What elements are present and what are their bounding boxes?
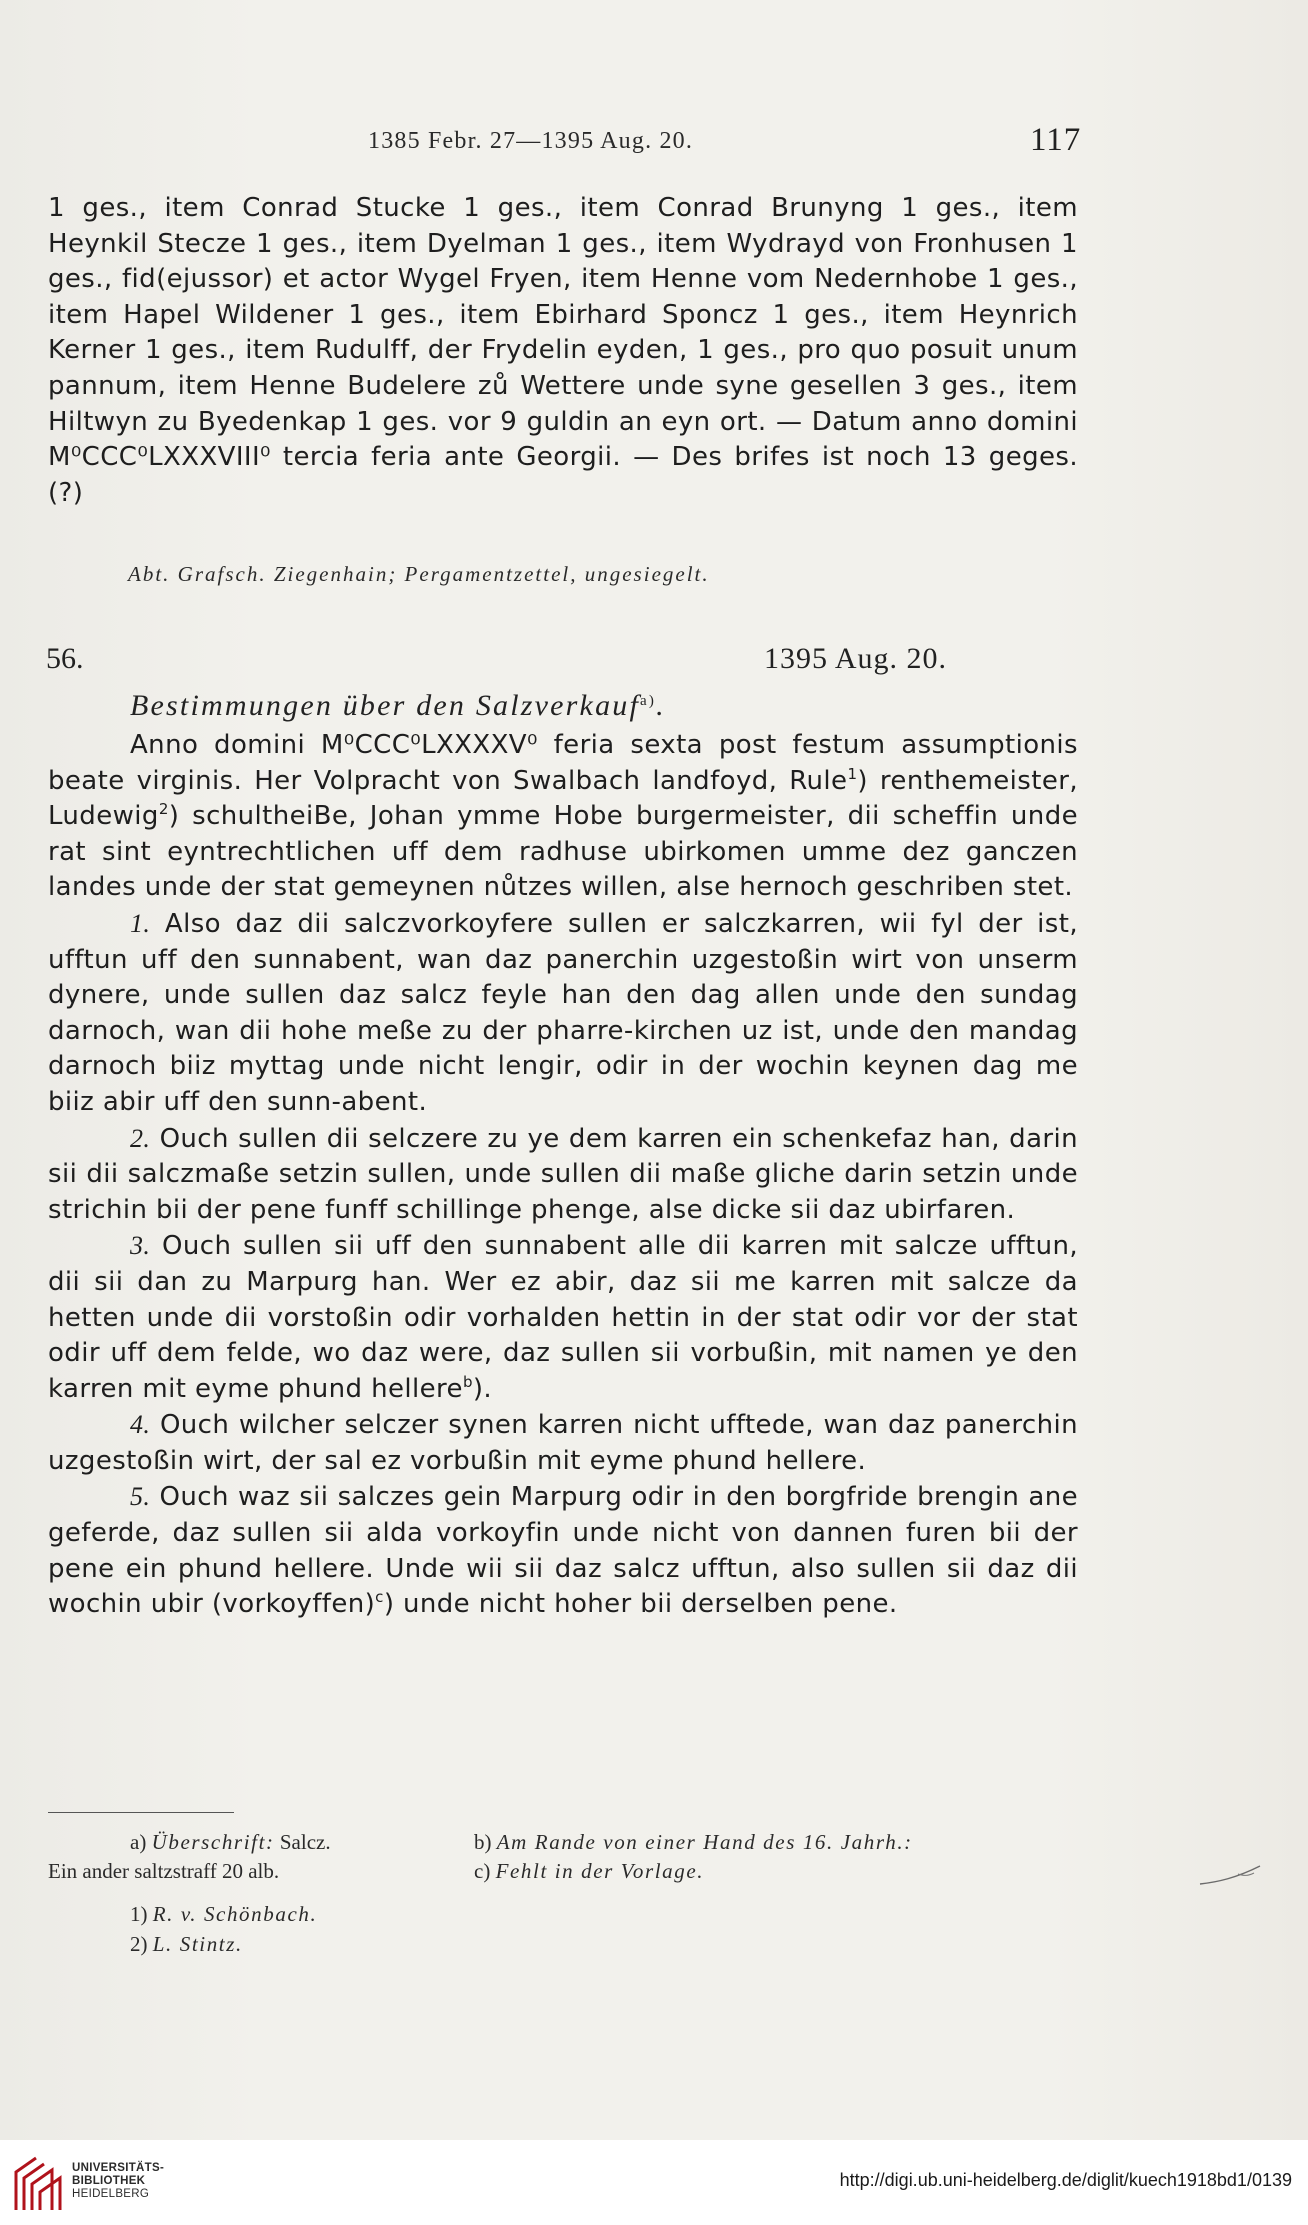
footnote-a [130,1830,331,1855]
document-body [48,728,1078,1623]
footnote-text: R. v. Schönbach. [152,1902,318,1926]
document-title: Bestimmungen über den Salzverkauf$^{a)}$. [130,689,666,722]
footnote-b-continuation: Ein ander saltzstraff 20 alb. [48,1859,280,1883]
document-date: 1395 Aug. 20. [764,642,948,675]
permalink-url[interactable]: http://digi.ub.uni-heidelberg.de/diglit/kuech1918bd1/0139 [839,2170,1292,2190]
article-number: 1. [130,908,151,938]
article-text-end: ). [472,1373,493,1404]
footnote-label: Am Rande von einer Hand des 16. Jahrh.: [496,1830,913,1854]
source-note: Abt. Grafsch. Ziegenhain; Pergamentzettel, ungesiegelt. [128,562,710,586]
article-text: Also daz dii salczvorkoyfere sullen er salczkarren, wii fyl der ist, ufftun uff den sunnabent, wan daz panerchin uzgestoßin wirt von unserm dynere, unde sullen daz salcz feyle han den dag allen unde den sundag darnoch, wan dii hohe meße zu der pharre-kirchen uz ist, unde den mandag darnoch biiz myttag unde nicht lengir, odir in der wochin keynen dag me biiz abir uff den sunn-abent. [48,908,1078,1117]
footnote-mark: 1) [130,1902,148,1926]
footnote-mark: 2) [130,1932,148,1956]
footnote-label: Fehlt in der Vorlage. [495,1859,705,1883]
page-number: 117 [1030,122,1082,158]
article-number: 4. [130,1410,151,1440]
footnote-text: Salcz. [279,1830,331,1854]
article-text: Ouch sullen sii uff den sunnabent alle dii karren mit salcze ufftun, dii sii dan zu Marpurg han. Wer ez abir, daz sii me karren mit salcze da hetten unde dii vorstoßin odir vorhalden hettin in der stat odir vor der stat odir uff dem felde, wo daz were, daz sullen sii vorbußin, mit namen ye den karren mit eyme phund hellere [48,1231,1078,1404]
footnote-mark: a) [130,1830,147,1854]
article-number: 5. [130,1482,151,1512]
article-paragraph-2 [48,1121,1078,1229]
footnote-text: L. Stintz. [152,1932,243,1956]
article-text: Ouch sullen dii selczere zu ye dem karren ein schenkefaz han, darin sii dii salczmaße setzin sullen, unde sullen dii maße gliche darin setzin unde strichin bii der pene funff schillinge phenge, alse dicke sii daz ubirfaren. [48,1123,1079,1225]
footnote-rule [48,1812,234,1813]
previous-document-text [48,191,1078,511]
article-text: Ouch wilcher selczer synen karren nicht ufftede, wan daz panerchin uzgestoßin wirt, der sal ez vorbußin mit eyme phund hellere. [48,1410,1078,1476]
article-text: Ouch waz sii salczes gein Marpurg odir in den borgfride brengin ane geferde, daz sullen sii alda vorkoyfin unde nicht von dannen furen bii der pene ein phund hellere. Unde wii sii daz salcz ufftun, also sullen sii daz dii wochin ubir (vorkoyffen) [48,1482,1078,1620]
library-name [72,2162,164,2201]
university-library-logo-icon [10,2154,66,2212]
library-name-line-1: UNIVERSITÄTS- [72,2162,165,2174]
footer-bar [0,2140,1308,2225]
previous-document-paragraph: 1 ges., item Conrad Stucke 1 ges., item Conrad Brunyng 1 ges., item Heynkil Stecze 1 ges., item Dyelman 1 ges., item Wydrayd von Fronhusen 1 ges., fid(ejussor) et actor Wygel Fryen, item Henne vom Nedernhobe 1 ges., item Hapel Wildener 1 ges., item Ebirhard Sponcz 1 ges., item Heynrich Kerner 1 ges., item Rudulff, der Frydelin eyden, 1 ges., pro quo posuit unum pannum, item Henne Budelere zů Wettere unde syne gesellen 3 ges., item Hiltwyn zu Byedenkap 1 ges. vor 9 guldin an eyn ort. — Datum anno domini M⁰CCC⁰LXXXVIII⁰ tercia feria ante Georgii. — Des brifes ist noch 13 geges. (?) [48,193,1078,508]
pencil-mark-icon [1198,1864,1262,1890]
article-number: 2. [130,1123,151,1153]
footnote-ref-b: b [462,1372,473,1391]
footnote-mark: c) [474,1859,491,1883]
footnote-1 [130,1902,317,1927]
footnote-ref-2: 2 [158,800,169,819]
library-name-line-3: HEIDELBERG [72,2188,150,2200]
title-footnote-letter: a [640,693,649,709]
article-paragraph-5 [48,1479,1078,1622]
footnote-ref-1: 1 [847,764,858,783]
document-number: 56. [46,642,84,675]
footnote-mark: b) [474,1830,492,1854]
title-footnote-mark: a) [640,693,657,709]
footnote-b [474,1830,913,1855]
preamble-text-2: ) renthemeister, Ludewig [48,765,1078,832]
library-name-line-2: BIBLIOTHEK [72,2175,146,2187]
footnote-2 [130,1932,243,1957]
preamble-text-1: Anno domini M⁰CCC⁰LXXXXV⁰ feria sexta post festum assumptionis beate virginis. Her Volpracht von Swalbach landfoyd, Rule [48,730,1078,796]
document-title-text: Bestimmungen über den Salzverkauf [130,689,641,722]
footnote-ref-c: c [375,1588,384,1607]
footnote-label: Überschrift: [151,1830,275,1854]
preamble-paragraph [48,728,1078,906]
footnote-c [474,1859,704,1884]
running-head: 1385 Febr. 27—1395 Aug. 20. [368,128,694,154]
article-paragraph-3 [48,1228,1078,1407]
article-paragraph-1 [48,906,1078,1121]
preamble-text-3: ) schultheiBe, Johan ymme Hobe burgermeister, dii scheffin unde rat sint eyntrechtlichen uff dem radhuse ubirkomen umme dez ganczen landes unde der stat gemeynen nůtzes willen, alse hernoch geschriben stet. [48,801,1078,903]
article-paragraph-4 [48,1407,1078,1479]
article-number: 3. [130,1231,151,1261]
article-text-end: ) unde nicht hoher bii derselben pene. [383,1589,898,1620]
